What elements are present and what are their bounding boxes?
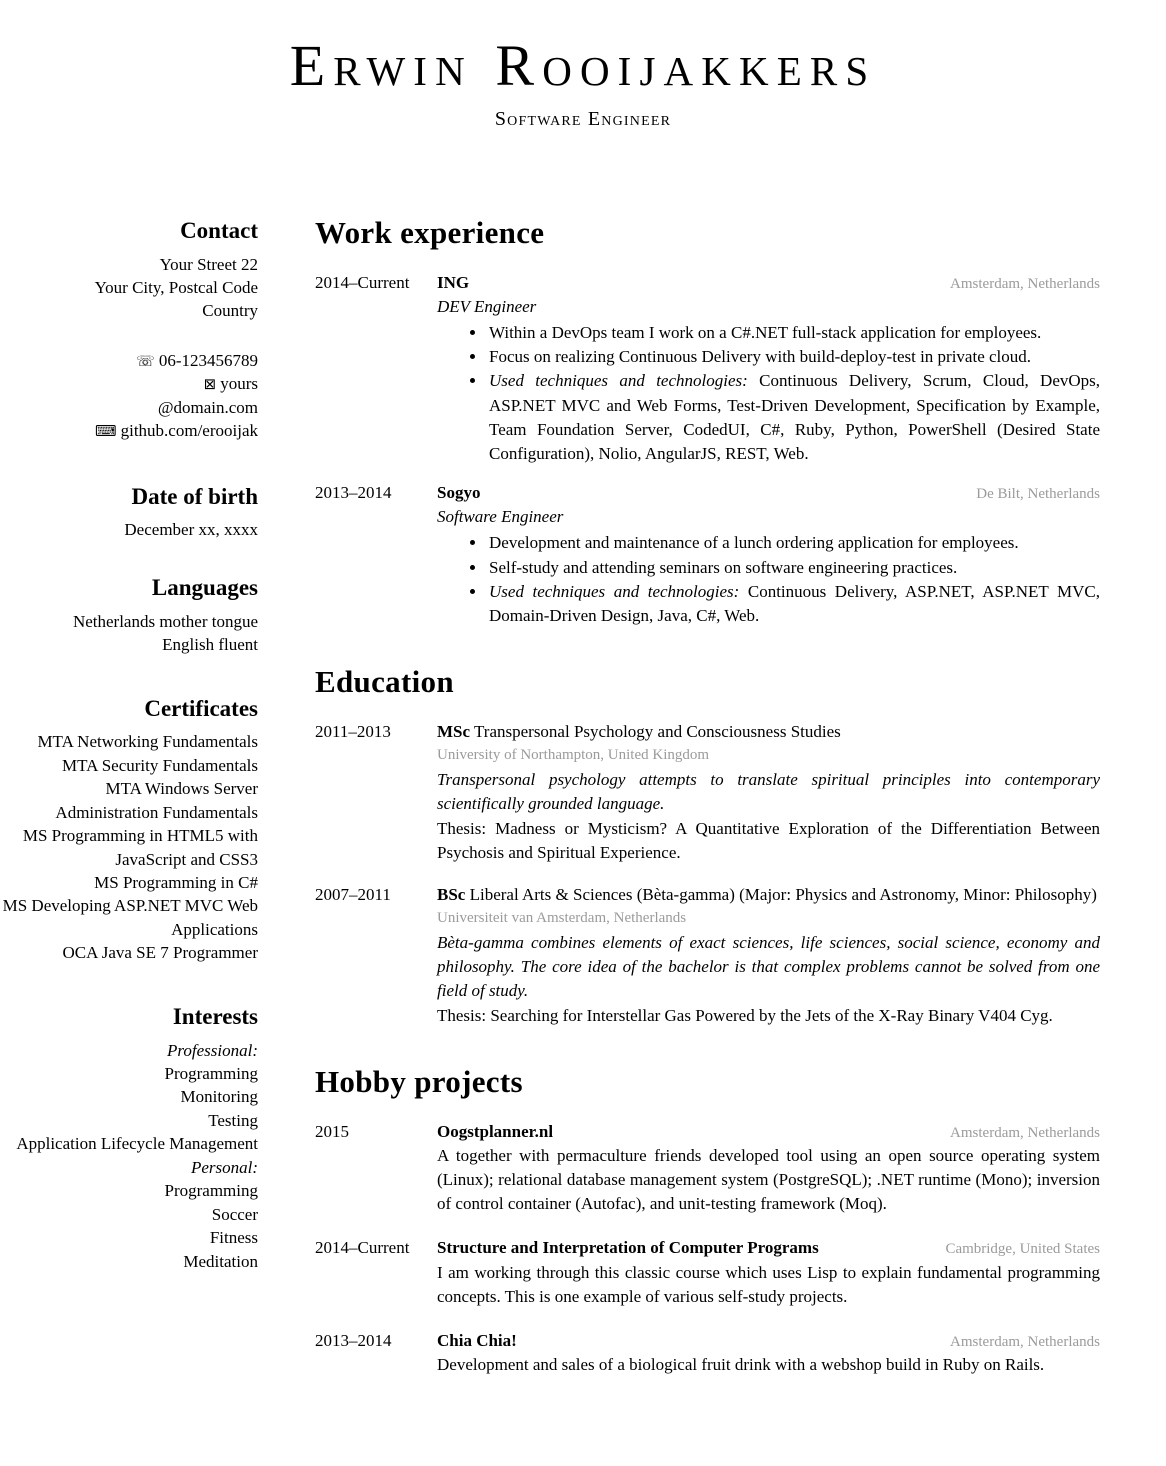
person-title: Software Engineer	[494, 107, 672, 130]
bullet-prefix: Used techniques and technologies:	[489, 581, 740, 601]
email-icon: ⊠	[203, 375, 217, 394]
project-description: A together with permaculture friends developed tool using an open source operating system (Linux); relational database management system (PostgreSQL); .NET runtime (Mono); inversion of control container (Autofac), and unit-testing framework (Moq).	[437, 1146, 1100, 1214]
entry-head	[437, 481, 1100, 505]
interest-item: Fitness	[209, 1228, 258, 1248]
sidebar	[0, 215, 258, 1414]
bullet-item	[487, 580, 1100, 628]
work-entry	[315, 271, 1100, 466]
entry-head	[437, 1329, 1100, 1353]
entry-body	[437, 1236, 1100, 1309]
bullet-item	[487, 321, 1100, 345]
education-heading: Education	[315, 663, 454, 699]
certificates-heading: Certificates	[144, 695, 258, 721]
project-title: Structure and Interpretation of Computer Programs	[437, 1238, 819, 1258]
bullet-text: Within a DevOps team I work on a C#.NET full-stack application for employees.	[489, 323, 1042, 343]
certificate-item: MS Programming in HTML5 with JavaScript and CSS3	[22, 826, 258, 869]
hobby-projects-section	[315, 1064, 1100, 1378]
certificate-item: OCA Java SE 7 Programmer	[62, 943, 258, 963]
degree-abbrev: BSc	[437, 884, 466, 904]
bullet-prefix: Used techniques and technologies:	[489, 371, 748, 391]
email-line	[0, 372, 258, 395]
entry-dates: 2014–Current	[315, 1238, 410, 1258]
institution: University of Northampton, United Kingdom	[437, 747, 710, 764]
github-line	[0, 419, 258, 442]
entry-body	[437, 1329, 1100, 1377]
bullet-item	[487, 345, 1100, 369]
phone-line	[0, 349, 258, 372]
email-domain-line: @domain.com	[157, 397, 258, 417]
education-entry	[315, 720, 1100, 865]
interest-item: Programming	[164, 1063, 258, 1083]
bullet-text: Continuous Delivery, ASP.NET, ASP.NET MVC, Domain-Driven Design, Java, C#, Web.	[489, 581, 1101, 625]
hobby-entry	[315, 1120, 1100, 1217]
degree-line	[437, 883, 1100, 907]
degree-program: Transpersonal Psychology and Consciousness Studies	[474, 721, 841, 741]
languages-section	[0, 572, 258, 657]
job-title: Software Engineer	[437, 507, 564, 527]
phone-icon: ☏	[136, 351, 155, 370]
person-name: Erwin Rooijakkers	[289, 33, 877, 98]
employer-name: Sogyo	[437, 482, 481, 502]
phone-number: 06-123456789	[158, 350, 258, 370]
bullet-text: Self-study and attending seminars on software engineering practices.	[489, 557, 958, 577]
interests-professional-label: Professional:	[167, 1040, 258, 1060]
entry-dates: 2013–2014	[315, 482, 392, 502]
employer-name: ING	[437, 272, 470, 292]
education-section	[315, 664, 1100, 1028]
entry-body	[437, 271, 1100, 466]
entry-body	[437, 720, 1100, 865]
address-line: Your Street 22	[159, 254, 258, 274]
degree-abbrev: MSc	[437, 721, 471, 741]
project-title: Chia Chia!	[437, 1330, 517, 1350]
entry-dates: 2011–2013	[315, 721, 391, 741]
entry-dates: 2015	[315, 1121, 349, 1141]
entry-location: Amsterdam, Netherlands	[950, 1124, 1100, 1141]
institution: Universiteit van Amsterdam, Netherlands	[437, 909, 687, 926]
header	[0, 34, 1166, 131]
entry-dates: 2014–Current	[315, 272, 410, 292]
contact-heading: Contact	[180, 217, 258, 243]
certificate-item: MS Programming in C#	[94, 872, 258, 892]
entry-dates: 2013–2014	[315, 1330, 392, 1350]
language-item: Netherlands mother tongue	[72, 611, 258, 631]
email-user: yours	[220, 374, 258, 394]
program-description: Transpersonal psychology attempts to translate spiritual principles into contemporary scientifically grounded language.	[437, 770, 1100, 814]
bullet-text: Continuous Delivery, Scrum, Cloud, DevOps, ASP.NET MVC and Web Forms, Test-Driven Development, Specification by Example, Team Foundation Server, CodedUI, C#, Ruby, Python, PowerShell (Desired State Configuration), Nolio, AngularJS, REST, Web.	[489, 371, 1101, 463]
work-entry	[315, 481, 1100, 628]
interest-item: Application Lifecycle Management	[16, 1134, 258, 1154]
content-columns	[0, 215, 1166, 1414]
bullet-item	[487, 556, 1100, 580]
certificate-item: MTA Security Fundamentals	[61, 755, 258, 775]
job-title: DEV Engineer	[437, 297, 537, 317]
certificate-item: MS Developing ASP.NET MVC Web Applications	[2, 896, 258, 939]
certificates-section	[0, 693, 258, 965]
address-line: Your City, Postcal Code	[94, 277, 258, 297]
project-description: Development and sales of a biological fruit drink with a webshop build in Ruby on Rails.	[437, 1355, 1045, 1375]
interest-item: Soccer	[211, 1204, 258, 1224]
bullet-item	[487, 369, 1100, 466]
entry-head	[437, 1120, 1100, 1144]
work-experience-section	[315, 215, 1100, 628]
entry-body	[437, 481, 1100, 628]
entry-body	[437, 1120, 1100, 1217]
degree-line	[437, 720, 1100, 744]
education-entry	[315, 883, 1100, 1028]
project-description: I am working through this classic course which uses Lisp to explain fundamental programming concepts. This is one example of various self-study projects.	[437, 1262, 1100, 1306]
entry-location: Amsterdam, Netherlands	[950, 275, 1100, 292]
work-experience-heading: Work experience	[315, 214, 545, 250]
degree-program: Liberal Arts & Sciences (Bèta-gamma) (Major: Physics and Astronomy, Minor: Philosophy)	[469, 884, 1097, 904]
languages-heading: Languages	[151, 574, 258, 600]
interests-personal-label: Personal:	[190, 1157, 258, 1177]
entry-head	[437, 1236, 1100, 1260]
birth-date: December xx, xxxx	[124, 520, 258, 540]
github-handle: github.com/erooijak	[120, 421, 258, 441]
entry-location: De Bilt, Netherlands	[976, 485, 1100, 502]
thesis: Thesis: Madness or Mysticism? A Quantitative Exploration of the Differentiation Between Psychosis and Spiritual Experience.	[437, 818, 1100, 862]
interests-section	[0, 1001, 258, 1273]
bullet-text: Development and maintenance of a lunch ordering application for employees.	[489, 533, 1019, 553]
interest-item: Meditation	[183, 1251, 258, 1271]
birth-section	[0, 481, 258, 542]
keyboard-icon: ⌨	[94, 422, 117, 441]
entry-dates: 2007–2011	[315, 884, 391, 904]
entry-location: Amsterdam, Netherlands	[950, 1333, 1100, 1350]
main-column	[258, 215, 1166, 1414]
thesis: Thesis: Searching for Interstellar Gas Powered by the Jets of the X-Ray Binary V404 Cyg.	[437, 1005, 1053, 1025]
entry-body	[437, 883, 1100, 1028]
bullet-list	[437, 321, 1100, 466]
hobby-projects-heading: Hobby projects	[315, 1063, 523, 1099]
entry-head	[437, 271, 1100, 295]
contact-section	[0, 215, 258, 443]
certificate-item: MTA Networking Fundamentals	[37, 732, 258, 752]
interest-item: Programming	[164, 1181, 258, 1201]
hobby-entry	[315, 1329, 1100, 1377]
certificate-item: MTA Windows Server Administration Fundamentals	[55, 779, 258, 822]
program-description: Bèta-gamma combines elements of exact sciences, life sciences, social science, economy and philosophy. The core idea of the bachelor is that complex problems cannot be solved from one field of study.	[437, 933, 1100, 1001]
interest-item: Monitoring	[180, 1087, 258, 1107]
contact-details	[0, 349, 258, 443]
bullet-list	[437, 531, 1100, 628]
interests-heading: Interests	[172, 1003, 258, 1029]
project-title: Oogstplanner.nl	[437, 1121, 554, 1141]
entry-location: Cambridge, United States	[945, 1241, 1100, 1258]
bullet-text: Focus on realizing Continuous Delivery with build-deploy-test in private cloud.	[489, 347, 1032, 367]
hobby-entry	[315, 1236, 1100, 1309]
birth-heading: Date of birth	[131, 483, 258, 509]
language-item: English fluent	[162, 635, 258, 655]
address-line: Country	[202, 301, 258, 321]
interest-item: Testing	[208, 1110, 258, 1130]
bullet-item	[487, 531, 1100, 555]
